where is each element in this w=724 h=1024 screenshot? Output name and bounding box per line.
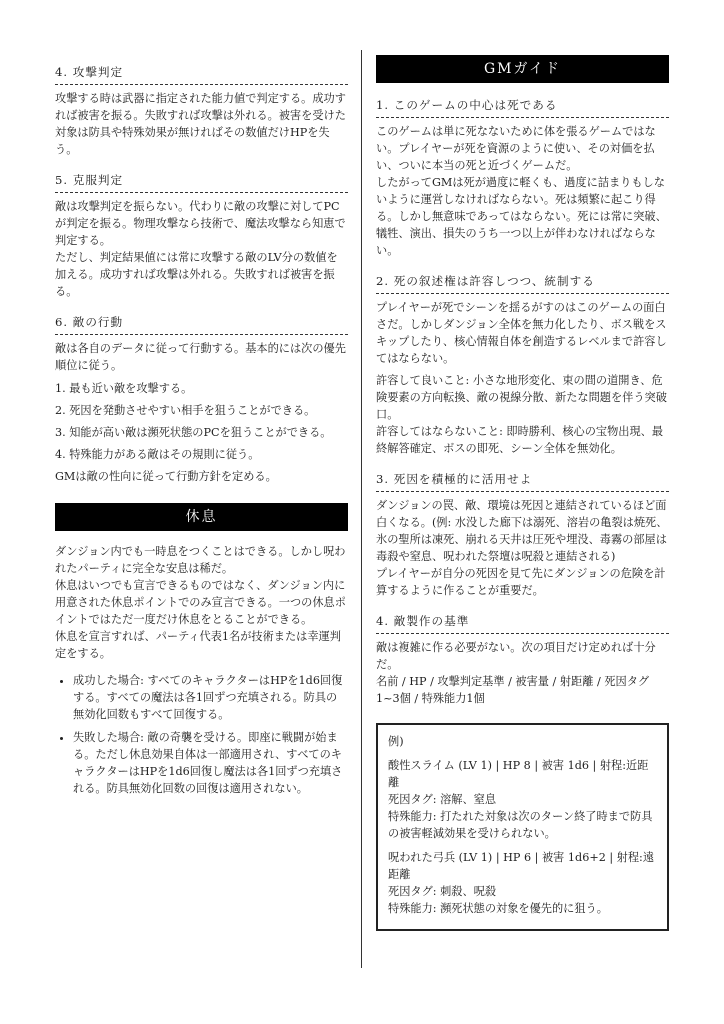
enemy-stats: 呪われた弓兵 (LV 1) | HP 6 | 被害 1d6+2 | 射程:遠距離 (388, 851, 655, 881)
paragraph: 攻撃する時は武器に指定された能力値で判定する。成功すれば被害を振る。失敗すれば攻撃は外れる。被害を受けた対象は防具や特殊効果が無ければその数値だけHPを失う。 (55, 92, 346, 156)
list-item: 2. 死因を発動させやすい相手を狙うことができる。 (55, 404, 316, 417)
paragraph: プレイヤーが死でシーンを揺るがすのはこのゲームの面白さだ。しかしダンジョン全体を無力化したり、ボス戦をスキップしたり、核心情報自体を創造するレベルまで許容してはならない。 (376, 301, 667, 365)
section-heading-enemy-creation: 4. 敵製作の基準 (376, 613, 669, 634)
priority-list (55, 380, 348, 463)
paragraph-allowed: 許容して良いこと: 小さな地形変化、束の間の道開き、危険要素の方向転換、敵の視線分散、新たな問題を伴う突破口。 (376, 374, 667, 421)
paragraph: プレイヤーが自分の死因を見て先にダンジョンの危険を計算するように作ることが重要だ。 (376, 567, 666, 597)
rest-section-banner: 休息 (55, 503, 348, 531)
right-column (376, 52, 669, 931)
column-divider (361, 50, 362, 968)
paragraph: ただし、判定結果値には常に攻撃する敵のLV分の数値を加える。成功すれば攻撃は外れる。失敗すれば被害を振る。 (55, 251, 338, 298)
paragraph-forbidden: 許容してはならないこと: 即時勝利、核心の宝物出現、最終解答確定、ボスの即死、シーン全体を無効化。 (376, 425, 664, 455)
enemy-ability: 特殊能力: 瀕死状態の対象を優先的に狙う。 (388, 902, 608, 915)
enemy-tags: 死因タグ: 溶解、窒息 (388, 793, 497, 806)
paragraph: GMは敵の性向に従って行動方針を定める。 (55, 470, 277, 483)
paragraph: 名前 / HP / 攻撃判定基準 / 被害量 / 射距離 / 死因タグ1~3個 / 特殊能力1個 (376, 675, 650, 705)
rest-outcome-list (55, 672, 348, 797)
enemy-ability: 特殊能力: 打たれた対象は次のターン終了時まで防具の被害軽減効果を受けられない。 (388, 810, 653, 840)
enemy-tags: 死因タグ: 刺殺、呪殺 (388, 885, 497, 898)
paragraph: 敵は攻撃判定を振らない。代わりに敵の攻撃に対してPCが判定を振る。物理攻撃なら技術で、魔法攻撃なら知恵で判定する。 (55, 200, 346, 247)
left-column (55, 52, 348, 803)
paragraph: このゲームは単に死なないために体を張るゲームではない。プレイヤーが死を資源のように使い、その対価を払い、ついに本当の死と近づくゲームだ。 (376, 125, 656, 172)
paragraph: したがってGMは死が過度に軽くも、過度に詰まりもしないように運営しなければならない。死は頻繁に起こり得る。しかし無意味であってはならない。死には常に突破、犠牲、演出、損失のうち一つ以上が伴わなければならない。 (376, 176, 667, 257)
list-item-success: • 成功した場合: すべてのキャラクターはHPを1d6回復する。すべての魔法は各1回ずつ充填される。防具の無効化回数もすべて回復する。 (73, 672, 348, 723)
paragraph: ダンジョンの罠、敵、環境は死因と連結されているほど面白くなる。(例: 水没した廊下は溺死、溶岩の亀裂は焼死、氷の聖所は凍死、崩れる天井は圧死や埋没、毒霧の部屋は毒殺や窒息、呪われた祭壇は呪殺と連結される) (376, 499, 668, 563)
paragraph: 敵は各自のデータに従って行動する。基本的には次の優先順位に従う。 (55, 342, 346, 372)
example-box (376, 723, 669, 931)
section-heading-enemy-action: 6. 敵の行動 (55, 314, 348, 335)
paragraph: 休息はいつでも宣言できるものではなく、ダンジョン内に用意された休息ポイントでのみ宣言できる。一つの休息ポイントではただ一度だけ休息をとることができる。 (55, 579, 346, 626)
section-heading-narration-rights: 2. 死の叙述権は許容しつつ、統制する (376, 273, 669, 294)
section-heading-death-causes: 3. 死因を積極的に活用せよ (376, 471, 669, 492)
section-heading-attack: 4. 攻撃判定 (55, 64, 348, 85)
section-heading-death-center: 1. このゲームの中心は死である (376, 97, 669, 118)
section-heading-overcome: 5. 克服判定 (55, 172, 348, 193)
list-item: 3. 知能が高い敵は瀕死状態のPCを狙うことができる。 (55, 426, 332, 439)
example-label: 例) (388, 735, 404, 748)
list-item: 1. 最も近い敵を攻撃する。 (55, 382, 193, 395)
list-item-failure: • 失敗した場合: 敵の奇襲を受ける。即座に戦闘が始まる。ただし休息効果自体は一部適用され、すべてのキャラクターはHPを1d6回復し魔法は各1回ずつ充填される。防具無効化回数の回復は適用されない。 (73, 729, 348, 797)
gm-guide-banner: GMガイド (376, 55, 669, 83)
list-item: 4. 特殊能力がある敵はその規則に従う。 (55, 448, 260, 461)
paragraph: 敵は複雑に作る必要がない。次の項目だけ定めれば十分だ。 (376, 641, 656, 671)
paragraph: ダンジョン内でも一時息をつくことはできる。しかし呪われたパーティに完全な安息は稀だ。 (55, 545, 346, 575)
paragraph: 休息を宣言すれば、パーティ代表1名が技術または幸運判定をする。 (55, 630, 341, 660)
enemy-stats: 酸性スライム (LV 1) | HP 8 | 被害 1d6 | 射程:近距離 (388, 759, 649, 789)
